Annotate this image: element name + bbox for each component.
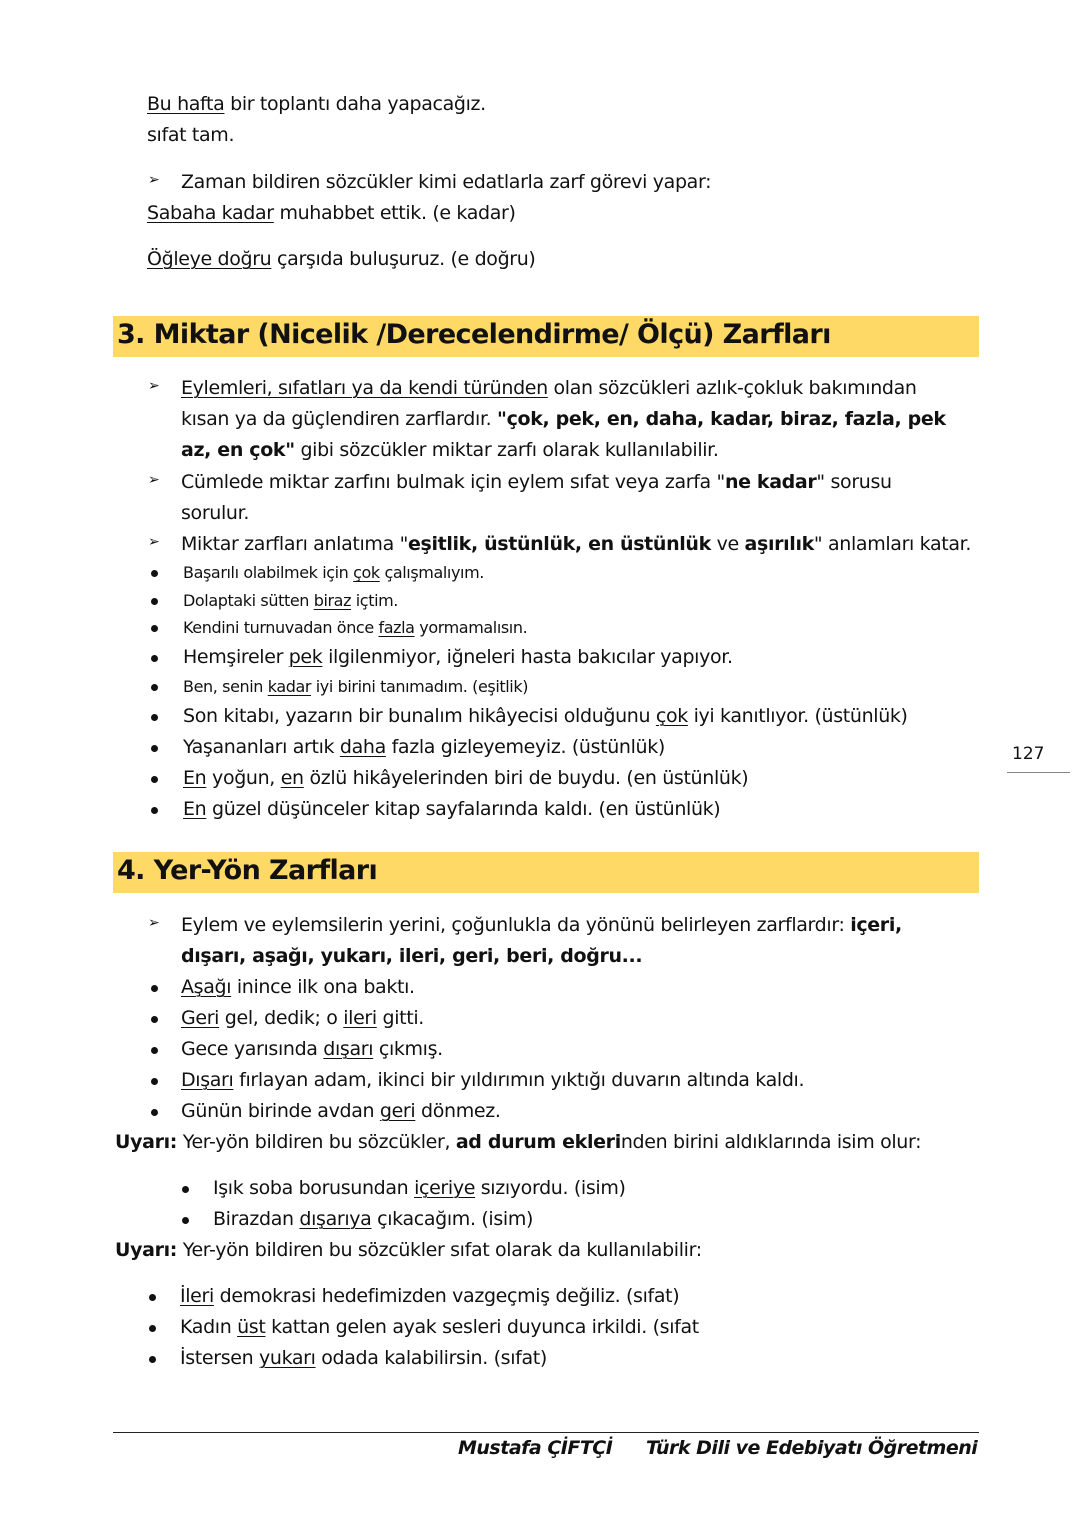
text: Cümlede miktar zarfını bulmak için eylem sıfat veya zarfa " [181,471,725,493]
intro-note: sıfat tam. [147,124,235,146]
underlined-word: En [183,798,207,820]
example-sentence [147,246,536,272]
underlined-word: Aşağı [181,976,232,998]
text: odada kalabilirsin. (sıfat) [315,1347,547,1369]
text: Miktar zarfları anlatıma " [181,533,408,555]
text: demokrasi hedefimizden vazgeçmiş değiliz. (sıfat) [213,1285,680,1307]
paragraph-line [181,943,642,969]
bullet-icon [151,1078,158,1085]
bullet-icon [151,745,158,752]
text: güzel düşünceler kitap sayfalarında kaldı. (en üstünlük) [206,798,721,820]
bullet-icon [151,570,158,577]
warning-label: Uyarı: [115,1131,178,1153]
bold-text: ne kadar [724,471,817,493]
underlined-word: En [183,767,207,789]
text: yoğun, [206,767,281,789]
time-adverb-note: Zaman bildiren sözcükler kimi edatlarla zarf görevi yapar: [181,171,712,193]
underlined-word: Öğleye doğru [147,248,272,270]
text: çıkmış. [373,1038,443,1060]
underlined-word: Geri [181,1007,220,1029]
bullet-icon [151,1047,158,1054]
bullet-icon [182,1217,189,1224]
paragraph-line [181,469,892,495]
example-item [183,560,484,586]
arrow-bullet-icon: ➢ [148,915,160,931]
bold-text: az, en çok" [181,439,295,461]
section-heading-4 [113,852,979,893]
text: bir toplantı daha yapacağız. [224,93,486,115]
bullet-icon [151,655,158,662]
text: Yaşananları artık [183,736,340,758]
underlined-word: çok [655,705,688,727]
text: Ben, senin [183,677,268,696]
text: fırlayan adam, ikinci bir yıldırımın yıktığı duvarın altında kaldı. [233,1069,805,1091]
example-item [183,734,665,760]
underlined-word: Bu hafta [147,93,225,115]
text: Gece yarısında [181,1038,324,1060]
text: çıkacağım. (isim) [371,1208,534,1230]
warning-label: Uyarı: [115,1239,178,1261]
example-item [183,644,733,670]
text: gibi sözcükler miktar zarfı olarak kullanılabilir. [294,439,719,461]
footer-role: Türk Dili ve Edebiyatı Öğretmeni [646,1437,978,1459]
bullet-icon [151,776,158,783]
text: özlü hikâyelerinden biri de buydu. (en üstünlük) [303,767,749,789]
text: yormamalısın. [414,618,528,637]
bold-text: dışarı, aşağı, yukarı, ileri, geri, beri, doğru... [181,945,643,967]
arrow-bullet-icon: ➢ [148,534,160,550]
text: Dolaptaki sütten [183,591,314,610]
paragraph-line [181,406,946,432]
text: İstersen [180,1347,259,1369]
underlined-word: ileri [343,1007,377,1029]
text: " anlamları katar. [813,533,972,555]
example-item [213,1206,533,1232]
text: gitti. [376,1007,424,1029]
text: sızıyordu. (isim) [475,1177,626,1199]
text: Yer-yön bildiren bu sözcükler, [177,1131,456,1153]
text: " sorusu [816,471,892,493]
example-item [180,1314,699,1340]
underlined-word: biraz [313,591,352,610]
underlined-word: dışarıya [299,1208,372,1230]
underlined-word: içeriye [414,1177,476,1199]
text: iyi kanıtlıyor. (üstünlük) [687,705,908,727]
arrow-bullet-icon: ➢ [148,472,160,488]
underlined-word: üst [237,1316,266,1338]
text: Yer-yön bildiren bu sözcükler sıfat olarak da kullanılabilir: [177,1239,702,1261]
footer-author: Mustafa ÇİFTÇİ [458,1437,613,1459]
text: kattan gelen ayak sesleri duyunca irkildi. (sıfat [265,1316,699,1338]
bold-text: eşitlik, üstünlük, en üstünlük [407,533,711,555]
bullet-icon [151,684,158,691]
underlined-phrase: Eylemleri, sıfatları ya da kendi türünden [181,377,548,399]
text: kısan ya da güçlendiren zarflardır. [181,408,498,430]
text: Eylem ve eylemsilerin yerini, çoğunlukla da yönünü belirleyen zarflardır: [181,914,851,936]
bullet-icon [151,1016,158,1023]
text: ve [710,533,745,555]
example-item [181,1067,804,1093]
example-item [183,674,528,700]
example-item [213,1175,626,1201]
text: Günün birinde avdan [181,1100,380,1122]
example-sentence [147,200,516,226]
example-item [180,1345,547,1371]
page-number-rule [1007,772,1070,773]
underlined-word: dışarı [323,1038,374,1060]
underlined-word: çok [353,563,380,582]
paragraph-line: sorulur. [181,502,250,524]
bold-text: "çok, pek, en, daha, kadar, biraz, fazla, pek [497,408,946,430]
text: Hemşireler [183,646,289,668]
warning-note-2 [115,1237,702,1263]
bullet-icon [151,714,158,721]
text: gel, dedik; o [219,1007,344,1029]
intro-sentence [147,91,486,117]
bold-text: ad durum ekleri [455,1131,621,1153]
example-item [183,703,908,729]
text: çarşıda buluşuruz. (e doğru) [271,248,536,270]
text: Birazdan [213,1208,300,1230]
example-item [181,974,415,1000]
text: nden birini aldıklarında isim olur: [620,1131,922,1153]
underlined-word: İleri [180,1285,214,1307]
underlined-word: Sabaha kadar [147,202,274,224]
text: olan sözcükleri azlık-çokluk bakımından [547,377,917,399]
heading-text: 4. Yer-Yön Zarfları [117,855,378,886]
underlined-word: geri [379,1100,416,1122]
heading-text: 3. Miktar (Nicelik /Derecelendirme/ Ölçü) Zarfları [117,319,831,350]
underlined-word: en [280,767,304,789]
bullet-icon [151,1109,158,1116]
underlined-word: daha [339,736,386,758]
text: çalışmalıyım. [379,563,484,582]
text: Kadın [180,1316,238,1338]
text: içtim. [351,591,398,610]
text: inince ilk ona baktı. [231,976,415,998]
bullet-icon [151,985,158,992]
example-item [183,765,748,791]
bullet-icon [149,1325,156,1332]
text: ilgilenmiyor, iğneleri hasta bakıcılar yapıyor. [322,646,733,668]
underlined-word: kadar [267,677,312,696]
bullet-icon [149,1294,156,1301]
footer-rule [113,1432,979,1433]
underlined-word: yukarı [258,1347,316,1369]
section-heading-3 [113,316,979,357]
paragraph-line [181,912,902,938]
arrow-bullet-icon: ➢ [148,378,160,394]
bold-text: içeri, [850,914,902,936]
text: Işık soba borusundan [213,1177,415,1199]
paragraph-line [181,375,917,401]
bullet-icon [182,1186,189,1193]
bullet-icon [151,807,158,814]
arrow-bullet-icon: ➢ [148,172,160,188]
example-item [183,796,720,822]
bullet-icon [151,625,158,632]
text: Kendini turnuvadan önce [183,618,379,637]
text: muhabbet ettik. (e kadar) [273,202,516,224]
text: dönmez. [415,1100,501,1122]
underlined-word: Dışarı [181,1069,234,1091]
warning-note-1 [115,1129,921,1155]
example-item [183,615,527,641]
bullet-icon [151,598,158,605]
page-number: 127 [1012,744,1045,764]
example-item [183,588,398,614]
text: fazla gizleyemeyiz. (üstünlük) [385,736,665,758]
example-item [181,1098,501,1124]
underlined-word: pek [288,646,323,668]
bold-text: aşırılık [744,533,814,555]
paragraph-line [181,531,971,557]
text: iyi birini tanımadım. (eşitlik) [311,677,529,696]
underlined-word: fazla [378,618,415,637]
text: Başarılı olabilmek için [183,563,354,582]
example-item [181,1005,424,1031]
paragraph-line [181,437,719,463]
example-item [180,1283,679,1309]
text: Son kitabı, yazarın bir bunalım hikâyecisi olduğunu [183,705,656,727]
bullet-icon [149,1356,156,1363]
example-item [181,1036,443,1062]
